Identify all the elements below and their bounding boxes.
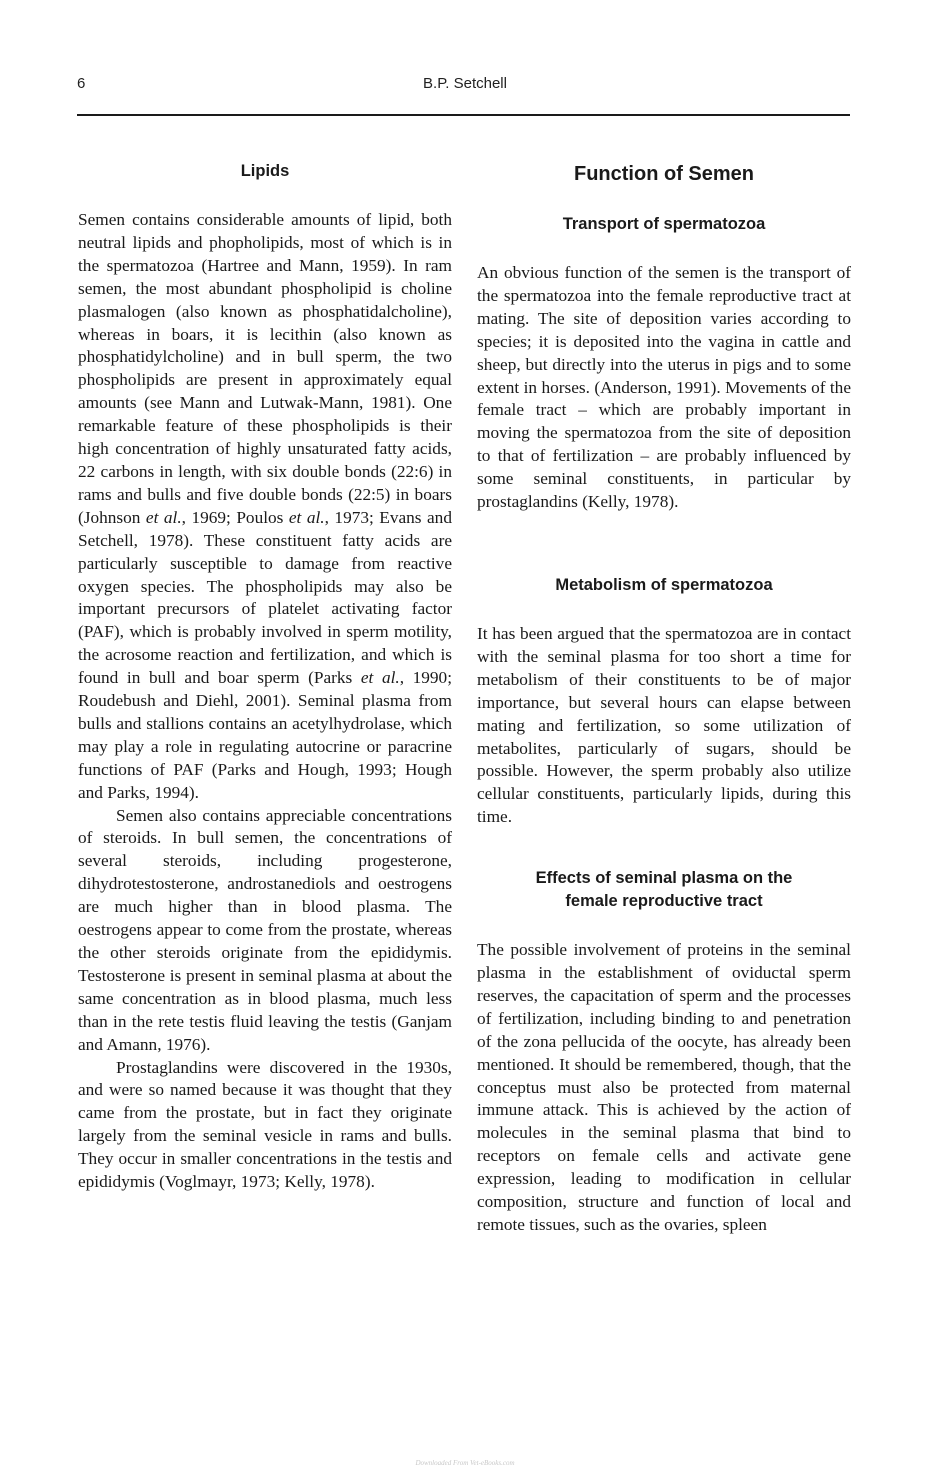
left-column <box>78 160 452 1194</box>
running-head: B.P. Setchell <box>423 75 507 92</box>
lipids-paragraph-1: Semen contains considerable amounts of lipid, both neutral lipids and phopholipids, most of which is in the spermatozoa (Hartree and Mann, 1959). In ram semen, the most abundant phospholipid is choline plasmalogen (also known as phosphatidalcholine), whereas in boars, it is lecithin (also known as phosphatidylcholine) and in bull sperm, the two phospholipids are present in approximately equal amounts (see Mann and Lutwak-Mann, 1981). One remarkable feature of these phospholipids is their high concentration of highly unsaturated fatty acids, 22 carbons in length, with six double bonds (22:6) in rams and bulls and five double bonds (22:5) in boars (Johnson et al., 1969; Poulos et al., 1973; Evans and Setchell, 1978). These constituent fatty acids are particularly susceptible to damage from reactive oxygen species. The phospholipids may also be important precursors of platelet activating factor (PAF), which is probably involved in sperm motility, the acrosome reaction and fertilization, and which is found in bull and boar sperm (Parks et al., 1990; Roudebush and Diehl, 2001). Seminal plasma from bulls and stallions contains an acetylhydrolase, which may play a role in regulating autocrine or paracrine functions of PAF (Parks and Hough, 1993; Hough and Parks, 1994). <box>78 210 452 802</box>
transport-paragraph: An obvious function of the semen is the transport of the spermatozoa into the female reproductive tract at mating. The site of deposition varies according to species; it is deposited into the vagina in cattle and sheep, but directly into the uterus in pigs and to some extent in horses. (Anderson, 1991). Movements of the female tract – which are probably important in moving the spermatozoa from the site of deposition to that of fertilization – are probably influenced by some seminal constituents, in particular by prostaglandins (Kelly, 1978). <box>477 263 851 512</box>
right-column <box>477 160 851 1237</box>
section-title: Function of Semen <box>574 163 754 185</box>
download-watermark: Downloaded From Vet-eBooks.com <box>415 1459 515 1467</box>
metabolism-paragraph: It has been argued that the spermatozoa are in contact with the seminal plasma for too short a time for metabolism of their constituents to be of major importance, but several hours can elapse between mating and fertilization, so some utilization of metabolites, particularly of sugars, should be possible. However, the sperm probably also utilize cellular constituents, particularly lipids, during this time. <box>477 623 851 827</box>
lipids-paragraph-2: Semen also contains appreciable concentrations of steroids. In bull semen, the concentrations of several steroids, including progesterone, dihydrotestosterone, androstanediols and oestrogens are much higher than in blood plasma. The oestrogens appear to come from the prostate, whereas the other steroids originate from the epididymis. Testosterone is present in seminal plasma at about the same concentration as in blood plasma, much less than in the rete testis fluid leaving the testis (Ganjam and Amann, 1976). <box>78 805 452 1054</box>
header-rule <box>77 114 850 116</box>
lipids-paragraph-3: Prostaglandins were discovered in the 1930s, and were so named because it was thought that they came from the prostate, but in fact they originate largely from the seminal vesicle in rams and bulls. They occur in smaller concentrations in the testis and epididymis (Voglmayr, 1973; Kelly, 1978). <box>78 1057 452 1192</box>
page-number: 6 <box>77 75 86 92</box>
effects-heading: Effects of seminal plasma on the female reproductive tract <box>535 869 793 911</box>
lipids-heading: Lipids <box>240 162 290 180</box>
effects-paragraph: The possible involvement of proteins in the seminal plasma in the establishment of oviductal sperm reserves, the capacitation of sperm and the processes of fertilization, including binding to and penetration of the zona pellucida of the oocyte, has already been mentioned. It should be remembered, though, that the conceptus must also be protected from maternal immune attack. This is achieved by the action of molecules in the seminal plasma that bind to receptors on female cells and activate gene expression, leading to modification in cellular composition, structure and function of local and remote tissues, such as the ovaries, spleen <box>477 940 851 1234</box>
metabolism-heading: Metabolism of spermatozoa <box>555 575 773 594</box>
transport-heading: Transport of spermatozoa <box>562 215 766 233</box>
